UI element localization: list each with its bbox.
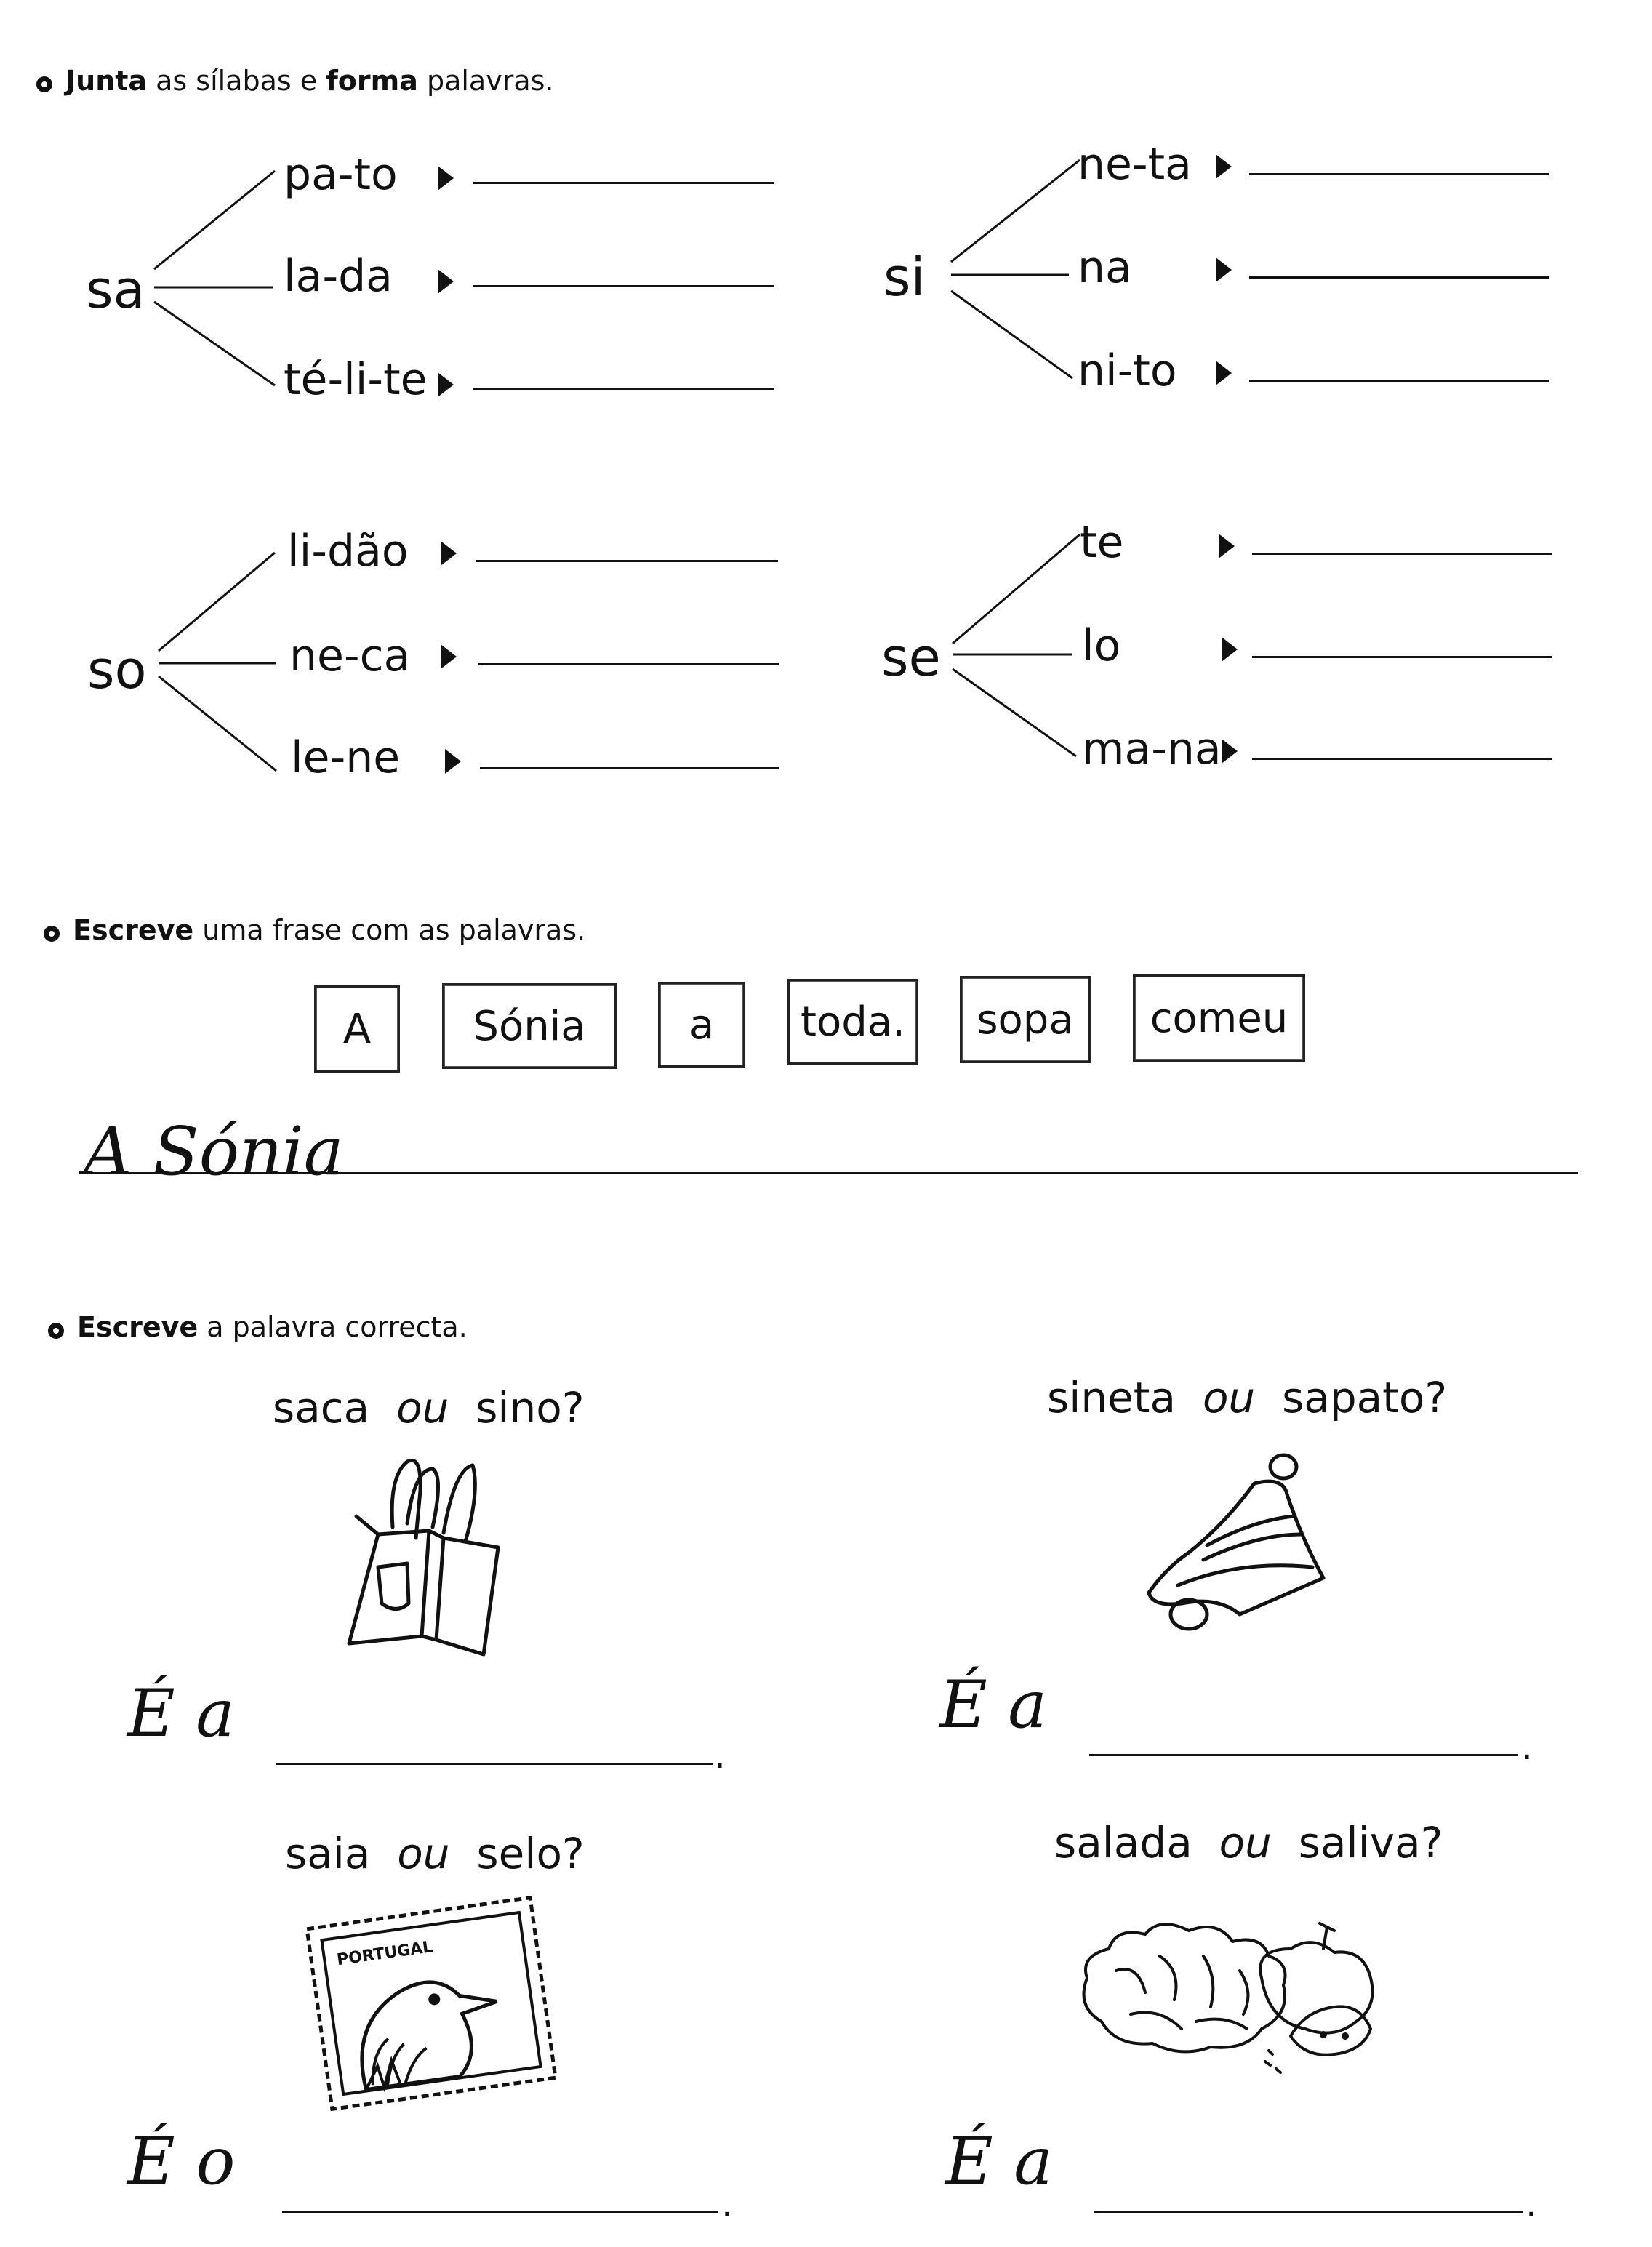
answer-line[interactable] (1252, 656, 1552, 658)
syllable-option: te (1080, 517, 1124, 568)
bullet-icon (48, 1323, 64, 1339)
word-card[interactable]: sopa (960, 976, 1091, 1063)
salad-icon (1072, 1912, 1400, 2087)
syllable-option: la-da (284, 251, 393, 302)
answer-line[interactable] (1089, 1754, 1518, 1756)
answer-line[interactable] (282, 2211, 718, 2213)
answer-prefix: É a (127, 1675, 235, 1752)
word-card[interactable]: Sónia (442, 983, 617, 1069)
word-card[interactable]: comeu (1133, 974, 1305, 1062)
question-title: saia ou selo? (285, 1829, 585, 1878)
bag-icon (334, 1447, 516, 1665)
syllable-option: le-ne (291, 732, 401, 783)
syllable-option: té-li-te (284, 354, 428, 405)
arrow-right-icon (445, 749, 461, 774)
syllable-option: ne-ca (289, 630, 411, 681)
bullet-icon (44, 926, 60, 942)
root-syllable: sa (86, 259, 145, 320)
answer-line[interactable] (1249, 276, 1549, 279)
sentence-answer-start: A Sónia (84, 1113, 344, 1190)
root-syllable: se (881, 627, 941, 688)
arrow-right-icon (438, 166, 454, 191)
arrow-right-icon (441, 644, 457, 669)
answer-line[interactable] (1252, 553, 1552, 555)
word-card[interactable]: A (314, 985, 400, 1073)
answer-line[interactable] (1249, 380, 1549, 382)
arrow-right-icon (1222, 637, 1238, 662)
instruction-write-correct-word: Escreve a palavra correcta. (48, 1313, 468, 1341)
syllable-option: pa-to (284, 149, 398, 200)
syllable-option: ni-to (1078, 345, 1177, 396)
question-title: sineta ou sapato? (1047, 1373, 1448, 1422)
answer-prefix: É o (127, 2123, 236, 2200)
instruction-join-syllables: Junta as sílabas e forma palavras. (36, 67, 553, 95)
answer-line[interactable] (478, 663, 779, 665)
period: . (714, 1734, 726, 1777)
word-card[interactable]: a (658, 982, 745, 1068)
arrow-right-icon (1222, 739, 1238, 764)
answer-prefix: É a (945, 2123, 1053, 2200)
answer-line[interactable] (1094, 2211, 1523, 2213)
instruction-write-sentence: Escreve uma frase com as palavras. (44, 916, 585, 944)
syllable-option: na (1078, 242, 1132, 293)
arrow-right-icon (1216, 257, 1232, 282)
word-card[interactable]: toda. (787, 979, 918, 1065)
syllable-option: li-dão (287, 526, 409, 577)
answer-line[interactable] (476, 560, 778, 562)
answer-line[interactable] (473, 388, 774, 390)
period: . (1525, 2183, 1537, 2225)
syllable-option: lo (1082, 620, 1121, 671)
period: . (1521, 1726, 1533, 1768)
arrow-right-icon (1216, 154, 1232, 179)
answer-line[interactable] (1249, 173, 1549, 175)
arrow-right-icon (441, 541, 457, 566)
period: . (721, 2183, 733, 2225)
syllable-option: ma-na (1082, 724, 1222, 774)
question-title: saca ou sino? (273, 1383, 585, 1433)
syllable-option: ne-ta (1078, 139, 1192, 190)
arrow-right-icon (1219, 534, 1235, 558)
arrow-right-icon (1216, 361, 1232, 385)
root-syllable: so (87, 639, 147, 700)
answer-line[interactable] (473, 285, 774, 287)
stamp-icon (304, 1891, 558, 2116)
answer-line[interactable] (473, 182, 774, 184)
stamp-country: PORTUGAL (335, 1938, 434, 1970)
arrow-right-icon (438, 269, 454, 294)
root-syllable: si (883, 247, 926, 308)
answer-line[interactable] (480, 767, 779, 769)
answer-prefix: É a (939, 1667, 1047, 1743)
answer-line[interactable] (1252, 758, 1552, 760)
question-title: salada ou saliva? (1054, 1818, 1443, 1867)
arrow-right-icon (438, 372, 454, 397)
sentence-answer-line[interactable] (87, 1172, 1578, 1174)
bell-icon (1138, 1451, 1327, 1640)
answer-line[interactable] (276, 1763, 713, 1765)
